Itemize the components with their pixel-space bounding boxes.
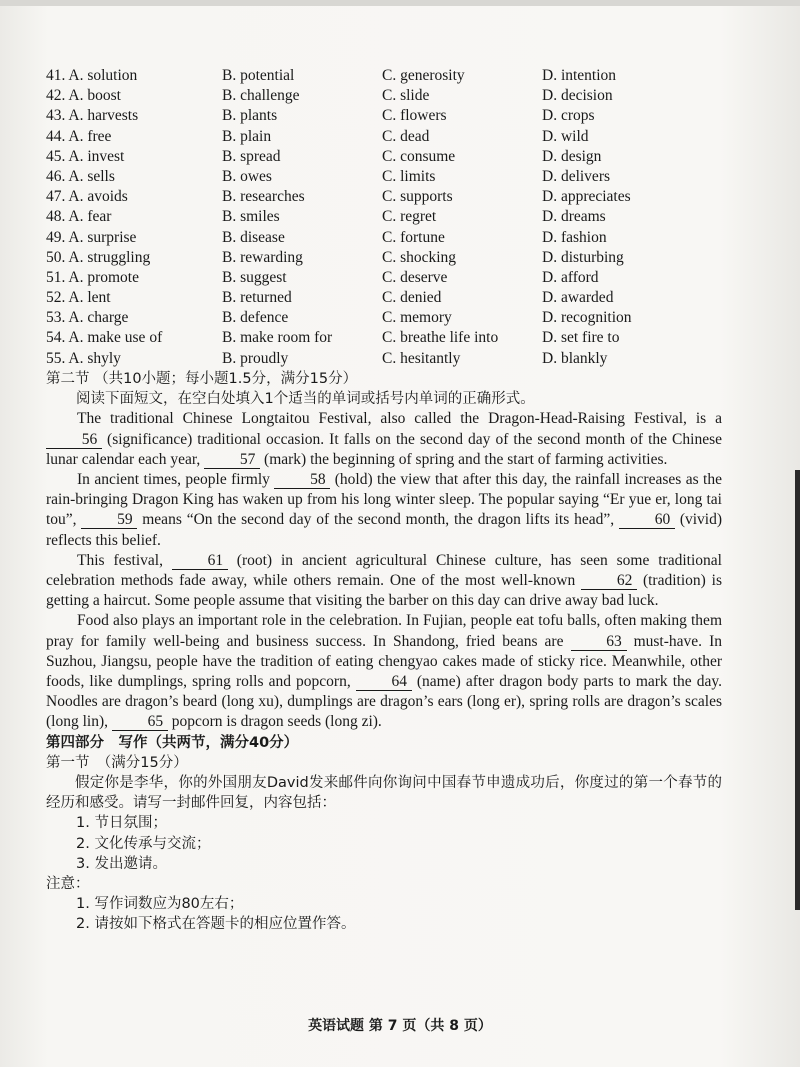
option-a: 52. A. lent [46,289,111,307]
option-a: 53. A. charge [46,309,129,327]
part4-section1-title: 第一节 （满分15分） [46,754,188,771]
option-row-51 [46,268,746,288]
option-c: C. regret [382,208,437,226]
option-a: 43. A. harvests [46,107,139,125]
option-row-44 [46,127,746,147]
option-b: B. owes [222,167,272,185]
option-a: 50. A. struggling [46,248,151,266]
option-d: D. decision [542,87,613,105]
option-d: D. recognition [542,309,632,327]
option-a: 45. A. invest [46,147,125,165]
option-row-53 [46,308,746,328]
blank-64[interactable]: 64 [356,673,412,691]
writing-item-2: 2. 文化传承与交流； [76,835,211,852]
option-a: 54. A. make use of [46,329,163,347]
scan-edge-mark [795,470,800,910]
option-c: C. breathe life into [382,329,499,347]
note-1: 1. 写作词数应为80左右； [76,896,244,913]
option-row-55 [46,349,746,369]
option-b: B. proudly [222,349,289,367]
option-b: B. potential [222,67,295,84]
option-b: B. defence [222,309,289,327]
option-a: 55. A. shyly [46,349,121,367]
section2 [46,369,722,935]
option-row-52 [46,288,746,308]
blank-65[interactable]: 65 [112,713,168,731]
blank-58[interactable]: 58 [274,471,330,489]
option-b: B. rewarding [222,248,303,266]
option-b: B. returned [222,289,292,307]
option-c: C. fortune [382,228,445,246]
option-c: C. denied [382,289,442,307]
option-d: D. appreciates [542,188,631,206]
option-b: B. smiles [222,208,280,226]
page-footer: 英语试题 第 7 页（共 8 页） [308,1018,492,1034]
passage-paragraph-2: In ancient times, people firmly 58 (hold) the view that after this day, the rainfall increases as the rain-bringing Dragon King has waken up from his long winter sleep. The popular saying “Er yue er, long tai tou”, 59 means “On the second day of the second month, the dragon lifts its head”, 60 (vivid) reflects this belief. [46,471,722,549]
option-row-45 [46,147,746,167]
writing-prompt: 假定你是李华，你的外国朋友David发来邮件向你询问中国春节申遗成功后，你度过的第一个春节的经历和感受。请写一封邮件回复，内容包括： [46,775,722,812]
option-row-41 [46,66,746,86]
option-c: C. generosity [382,67,465,84]
option-b: B. plants [222,107,278,125]
option-a: 41. A. solution [46,67,138,84]
option-a: 47. A. avoids [46,188,128,206]
option-c: C. flowers [382,107,447,125]
option-row-50 [46,248,746,268]
option-d: D. design [542,147,602,165]
option-d: D. intention [542,67,617,84]
option-d: D. afford [542,268,599,286]
option-a: 48. A. fear [46,208,112,226]
option-b: B. suggest [222,268,287,286]
option-d: D. fashion [542,228,607,246]
option-b: B. researches [222,188,305,206]
part4-title: 第四部分 写作（共两节，满分40分） [46,734,299,751]
option-d: D. delivers [542,167,611,185]
blank-57[interactable]: 57 [204,451,260,469]
blank-56[interactable]: 56 [46,431,102,449]
option-b: B. disease [222,228,285,246]
option-c: C. memory [382,309,452,327]
option-c: C. supports [382,188,453,206]
options-table [46,66,746,369]
writing-item-1: 1. 节日氛围； [76,815,167,832]
option-row-47 [46,187,746,207]
option-c: C. deserve [382,268,448,286]
section2-instruction: 阅读下面短文，在空白处填入1个适当的单词或括号内单词的正确形式。 [76,391,535,408]
option-row-46 [46,167,746,187]
blank-63[interactable]: 63 [571,633,627,651]
option-c: C. limits [382,167,436,185]
option-b: B. spread [222,147,281,165]
option-d: D. crops [542,107,595,125]
option-b: B. plain [222,127,272,145]
option-a: 44. A. free [46,127,112,145]
option-a: 46. A. sells [46,167,115,185]
option-c: C. dead [382,127,430,145]
option-d: D. wild [542,127,589,145]
option-b: B. challenge [222,87,300,105]
option-row-54 [46,328,746,348]
option-row-43 [46,106,746,126]
option-d: D. disturbing [542,248,624,266]
option-a: 49. A. surprise [46,228,137,246]
option-c: C. shocking [382,248,457,266]
passage-paragraph-3: This festival, 61 (root) in ancient agricultural Chinese culture, has seen some traditional celebration methods fade away, while others remain. One of the most well-known 62 (tradition) is getting a haircut. Some people assume that visiting the barber on this day can drive away bad luck. [46,551,722,610]
option-c: C. slide [382,87,430,105]
option-d: D. awarded [542,289,614,307]
passage-paragraph-1: The traditional Chinese Longtaitou Festival, also called the Dragon-Head-Raising Festival, is a 56 (significance) traditional occasion. It falls on the second day of the second month of the Chinese lunar calendar each year, 57 (mark) the beginning of spring and the start of farming activities. [46,410,722,468]
notes-title: 注意： [46,876,90,893]
option-c: C. hesitantly [382,349,461,367]
blank-62[interactable]: 62 [581,572,637,590]
option-row-49 [46,228,746,248]
option-row-42 [46,86,746,106]
section2-title: 第二节 （共10小题；每小题1.5分，满分15分） [46,371,358,387]
option-a: 42. A. boost [46,87,121,105]
blank-61[interactable]: 61 [172,552,228,570]
option-b: B. make room for [222,329,333,347]
blank-59[interactable]: 59 [81,511,137,529]
option-d: D. set fire to [542,329,620,347]
option-a: 51. A. promote [46,268,139,286]
note-2: 2. 请按如下格式在答题卡的相应位置作答。 [76,916,356,933]
option-c: C. consume [382,147,456,165]
option-row-48 [46,207,746,227]
option-d: D. blankly [542,349,608,367]
writing-item-3: 3. 发出邀请。 [76,855,167,872]
passage-paragraph-4: Food also plays an important role in the celebration. In Fujian, people eat tofu balls, often making them pray for family well-being and business success. In Shandong, fried beans are 63 must-have. In Suzhou, Jiangsu, people have the tradition of eating chengyao cakes made of sticky rice. Meanwhile, other foods, like dumplings, spring rolls and popcorn, 64 (name) after dragon body parts to mark the day. Noodles are dragon’s beard (long xu), dumplings are dragon’s ears (long er), spring rolls are dragon’s scales (long lin), 65 popcorn is dragon seeds (long zi). [46,612,722,731]
blank-60[interactable]: 60 [619,511,675,529]
option-d: D. dreams [542,208,606,226]
scan-top-edge [0,0,800,6]
